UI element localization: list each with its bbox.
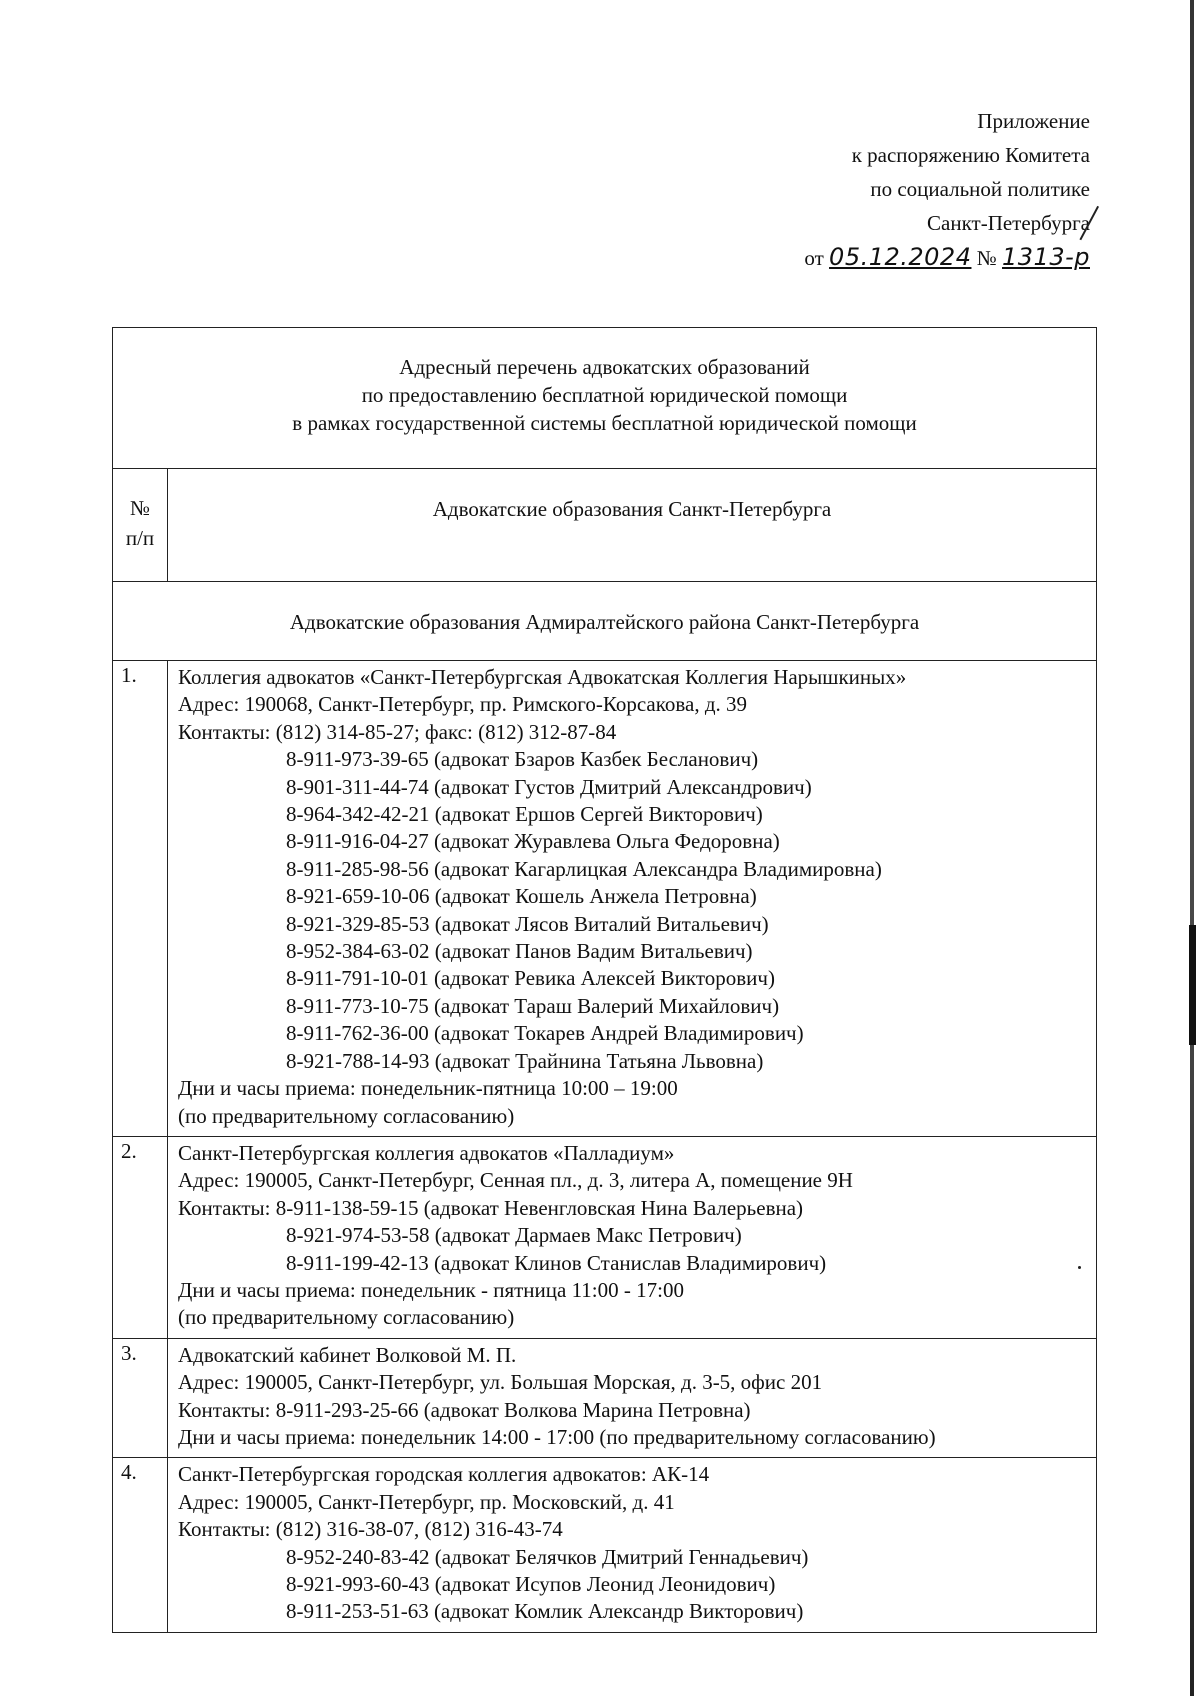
header-line: Санкт-Петербурга	[927, 211, 1090, 235]
column-header-title: Адвокатские образования Санкт-Петербурга	[168, 469, 1097, 582]
entry-line: 8-911-773-10-75 (адвокат Тараш Валерий Михайлович)	[286, 993, 780, 1018]
table-row	[113, 1136, 1097, 1338]
entry-line: Адвокатский кабинет Волковой М. П.	[178, 1342, 517, 1367]
entry-line: 8-921-788-14-93 (адвокат Трайнина Татьяна Львовна)	[286, 1048, 764, 1073]
entry-line: 8-911-791-10-01 (адвокат Ревика Алексей Викторович)	[286, 966, 775, 991]
header-line: Приложение	[977, 109, 1090, 133]
entry-line: Дни и часы приема: понедельник - пятница 11:00 - 17:00	[178, 1277, 684, 1302]
order-reference	[804, 240, 1090, 275]
entry-line: Контакты: (812) 314-85-27; факс: (812) 312-87-84	[178, 719, 617, 744]
entry-line: Санкт-Петербургская коллегия адвокатов «Палладиум»	[178, 1140, 675, 1165]
entry-line: 8-964-342-42-21 (адвокат Ершов Сергей Викторович)	[286, 802, 763, 827]
entry-line: 8-921-659-10-06 (адвокат Кошель Анжела Петровна)	[286, 884, 757, 909]
entry-line: Адрес: 190005, Санкт-Петербург, ул. Большая Морская, д. 3-5, офис 201	[178, 1370, 823, 1395]
entry-line: 8-911-199-42-13 (адвокат Клинов Станислав Владимирович)	[286, 1250, 827, 1275]
entry-line: Коллегия адвокатов «Санкт-Петербургская Адвокатская Коллегия Нарышкиных»	[178, 665, 907, 689]
entry-line: Санкт-Петербургская городская коллегия адвокатов: АК-14	[178, 1462, 710, 1487]
table-row	[113, 661, 1097, 1137]
table-row	[113, 1338, 1097, 1458]
lawyers-table	[112, 327, 1097, 1633]
table-title	[113, 328, 1097, 469]
entry-line: Контакты: 8-911-138-59-15 (адвокат Невенгловская Нина Валерьевна)	[178, 1195, 804, 1220]
table-row	[113, 1458, 1097, 1632]
title-line: Адресный перечень адвокатских образований	[399, 355, 810, 379]
column-header-number-line: №	[129, 496, 151, 520]
entry-line: Дни и часы приема: понедельник 14:00 - 17:00 (по предварительному согласованию)	[178, 1424, 936, 1449]
entry-details	[168, 661, 1097, 1137]
entry-number: 1.	[113, 661, 168, 1137]
entry-line: 8-911-762-36-00 (адвокат Токарев Андрей Владимирович)	[286, 1021, 804, 1046]
header-line: к распоряжению Комитета	[851, 143, 1090, 167]
entry-line: 8-952-240-83-42 (адвокат Белячков Дмитрий Геннадьевич)	[286, 1544, 809, 1569]
entry-line: 8-911-285-98-56 (адвокат Кагарлицкая Александра Владимировна)	[286, 856, 882, 881]
scan-edge-mark	[1189, 925, 1196, 1045]
entry-details	[168, 1338, 1097, 1458]
entry-number: 4.	[113, 1458, 168, 1632]
entry-line: 8-911-253-51-63 (адвокат Комлик Александр Викторович)	[286, 1599, 804, 1624]
order-date: 05.12.2024	[829, 243, 972, 271]
entry-line: Контакты: 8-911-293-25-66 (адвокат Волкова Марина Петровна)	[178, 1397, 751, 1422]
entry-line: 8-952-384-63-02 (адвокат Панов Вадим Витальевич)	[286, 939, 753, 964]
entry-line: Контакты: (812) 316-38-07, (812) 316-43-74	[178, 1517, 563, 1542]
entry-number: 3.	[113, 1338, 168, 1458]
entry-line: 8-921-974-53-58 (адвокат Дармаев Макс Петрович)	[286, 1223, 742, 1248]
title-line: по предоставлению бесплатной юридической помощи	[361, 383, 848, 407]
entry-line: (по предварительному согласованию)	[178, 1103, 515, 1128]
entry-line: Адрес: 190005, Санкт-Петербург, Сенная пл., д. 3, литера А, помещение 9Н	[178, 1168, 853, 1193]
entry-line: 8-911-916-04-27 (адвокат Журавлева Ольга Федоровна)	[286, 829, 780, 854]
entry-number: 2.	[113, 1136, 168, 1338]
entry-line: Адрес: 190005, Санкт-Петербург, пр. Московский, д. 41	[178, 1489, 675, 1514]
header-line: по социальной политике	[870, 177, 1090, 201]
entry-line: 8-921-329-85-53 (адвокат Лясов Виталий Витальевич)	[286, 911, 769, 936]
entry-line: 8-921-993-60-43 (адвокат Исупов Леонид Леонидович)	[286, 1572, 776, 1596]
order-number: 1313-р	[1002, 243, 1090, 271]
entry-details	[168, 1458, 1097, 1632]
title-line: в рамках государственной системы бесплатной юридической помощи	[292, 411, 917, 435]
entry-line: (по предварительному согласованию)	[178, 1305, 515, 1330]
district-heading: Адвокатские образования Адмиралтейского района Санкт-Петербурга	[113, 582, 1097, 661]
entry-line: Адрес: 190068, Санкт-Петербург, пр. Римского-Корсакова, д. 39	[178, 692, 747, 717]
entry-line: Дни и часы приема: понедельник-пятница 10:00 – 19:00	[178, 1076, 678, 1101]
scan-edge	[1190, 0, 1194, 1696]
appendix-header	[804, 104, 1090, 275]
column-header-number	[113, 469, 168, 582]
entry-line: 8-911-973-39-65 (адвокат Бзаров Казбек Бесланович)	[286, 747, 759, 772]
date-prefix: от	[804, 246, 824, 270]
scan-speck	[1078, 1266, 1081, 1269]
entry-details	[168, 1136, 1097, 1338]
entries-body	[113, 661, 1097, 1633]
number-prefix: №	[976, 246, 997, 270]
column-header-number-line: п/п	[125, 526, 155, 550]
entry-line: 8-901-311-44-74 (адвокат Густов Дмитрий Александрович)	[286, 774, 812, 799]
